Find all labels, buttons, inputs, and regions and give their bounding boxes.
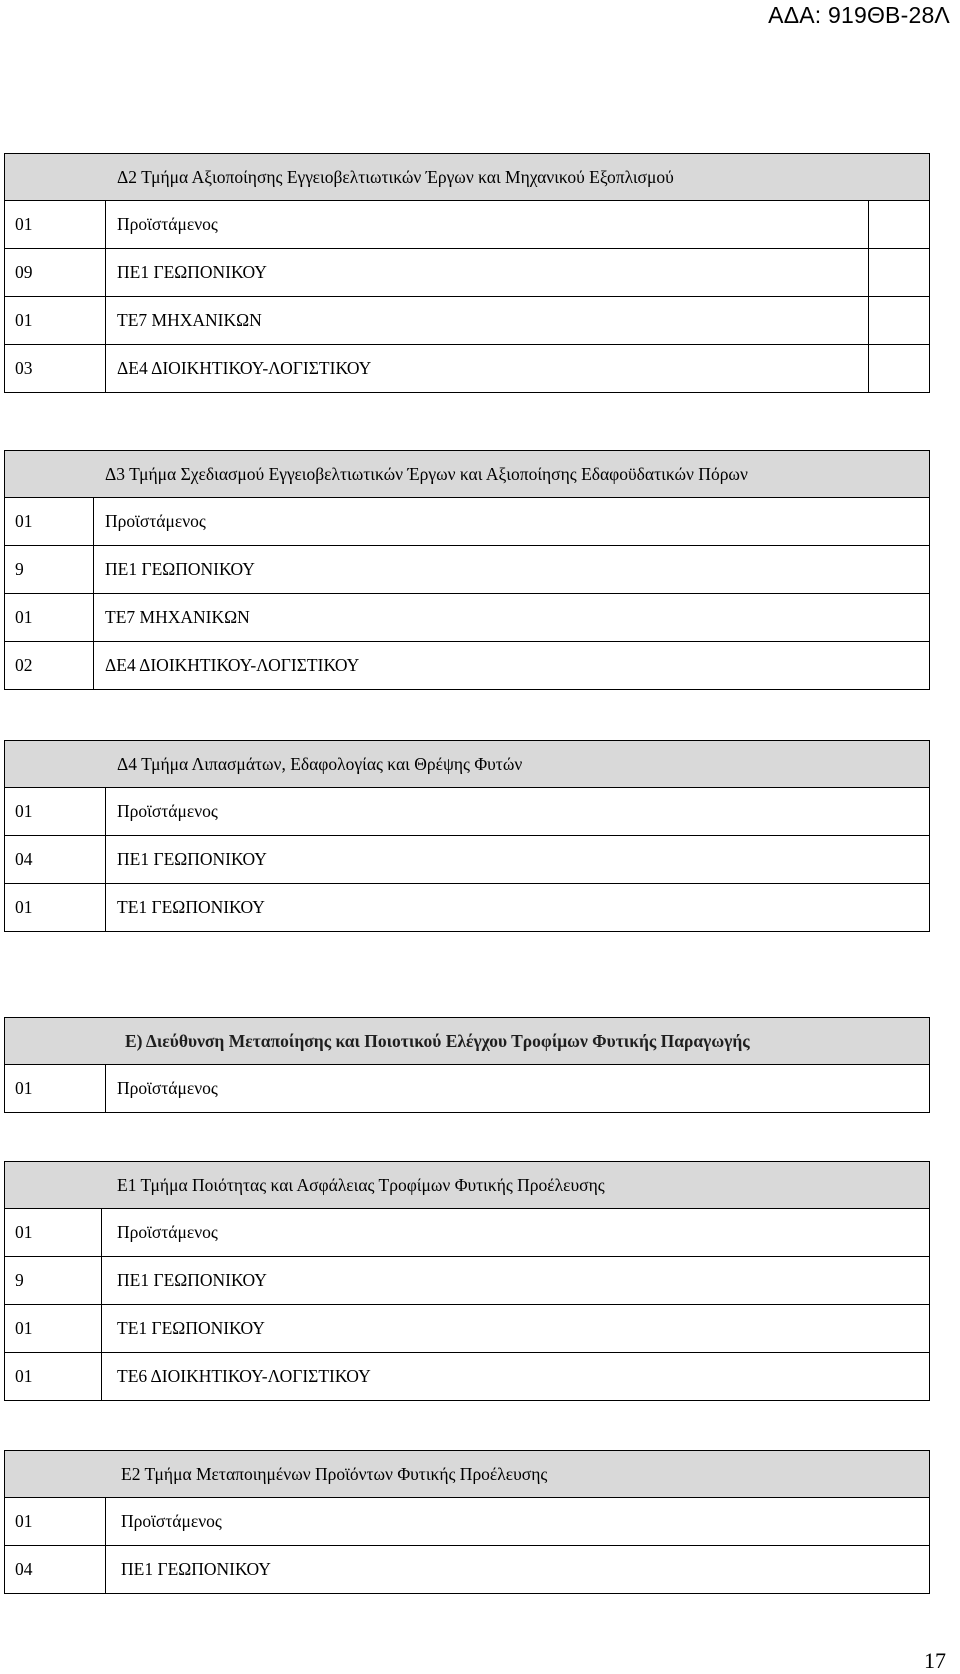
row-name: Προϊστάμενος [105, 511, 206, 531]
table-row [4, 546, 930, 594]
section-e2 [4, 1450, 930, 1594]
section-e1 [4, 1161, 930, 1401]
row-code: 01 [15, 1318, 33, 1338]
row-name: ΠΕ1 ΓΕΩΠΟΝΙΚΟΥ [105, 559, 255, 579]
row-code: 03 [15, 358, 33, 378]
table-row [4, 1498, 930, 1546]
row-name: Προϊστάμενος [117, 214, 218, 234]
row-code: 01 [15, 1511, 33, 1531]
section-e-directorate [4, 1017, 930, 1113]
row-name: Προϊστάμενος [121, 1511, 222, 1531]
section-title: Ε2 Τμήμα Μεταποιημένων Προϊόντων Φυτικής Προέλευσης [121, 1463, 548, 1484]
table-row [4, 498, 930, 546]
table-row [4, 345, 930, 393]
row-name: ΤΕ7 ΜΗΧΑΝΙΚΩΝ [105, 607, 250, 627]
section-header [4, 153, 930, 201]
table-row [4, 249, 930, 297]
row-code: 9 [15, 1270, 24, 1290]
row-code: 09 [15, 262, 33, 282]
table-row [4, 642, 930, 690]
table-row [4, 1305, 930, 1353]
row-name: ΠΕ1 ΓΕΩΠΟΝΙΚΟΥ [117, 1270, 267, 1290]
table-row [4, 297, 930, 345]
row-name: ΤΕ1 ΓΕΩΠΟΝΙΚΟΥ [117, 897, 265, 917]
row-name: ΠΕ1 ΓΕΩΠΟΝΙΚΟΥ [117, 262, 267, 282]
row-code: 01 [15, 897, 33, 917]
table-row [4, 201, 930, 249]
row-name: ΠΕ1 ΓΕΩΠΟΝΙΚΟΥ [121, 1559, 271, 1579]
row-code: 01 [15, 1078, 33, 1098]
table-row [4, 884, 930, 932]
ada-code: ΑΔΑ: 919ΘΒ-28Λ [768, 2, 950, 28]
row-code: 01 [15, 511, 33, 531]
row-name: Προϊστάμενος [117, 1222, 218, 1242]
table-row [4, 594, 930, 642]
row-name: ΤΕ6 ΔΙΟΙΚΗΤΙΚΟΥ-ΛΟΓΙΣΤΙΚΟΥ [117, 1366, 371, 1386]
section-title: Δ4 Τμήμα Λιπασμάτων, Εδαφολογίας και Θρέψης Φυτών [117, 753, 523, 774]
row-code: 01 [15, 801, 33, 821]
row-code: 01 [15, 310, 33, 330]
section-header [4, 1017, 930, 1065]
row-code: 9 [15, 559, 24, 579]
row-code: 02 [15, 655, 33, 675]
row-code: 01 [15, 1366, 33, 1386]
table-row [4, 1065, 930, 1113]
table-row [4, 1257, 930, 1305]
row-name: ΤΕ7 ΜΗΧΑΝΙΚΩΝ [117, 310, 262, 330]
row-code: 01 [15, 1222, 33, 1242]
section-header [4, 450, 930, 498]
section-title: Ε) Διεύθυνση Μεταποίησης και Ποιοτικού Ελέγχου Τροφίμων Φυτικής Παραγωγής [125, 1030, 750, 1051]
row-code: 04 [15, 1559, 33, 1579]
section-header [4, 1450, 930, 1498]
row-name: ΔΕ4 ΔΙΟΙΚΗΤΙΚΟΥ-ΛΟΓΙΣΤΙΚΟΥ [117, 358, 372, 378]
page-number: 17 [924, 1648, 946, 1673]
section-header [4, 740, 930, 788]
table-row [4, 836, 930, 884]
row-name: ΔΕ4 ΔΙΟΙΚΗΤΙΚΟΥ-ΛΟΓΙΣΤΙΚΟΥ [105, 655, 360, 675]
section-d4 [4, 740, 930, 932]
row-code: 01 [15, 214, 33, 234]
section-title: Δ2 Τμήμα Αξιοποίησης Εγγειοβελτιωτικών Έργων και Μηχανικού Εξοπλισμού [117, 166, 674, 187]
section-title: Ε1 Τμήμα Ποιότητας και Ασφάλειας Τροφίμων Φυτικής Προέλευσης [117, 1174, 605, 1195]
section-d3 [4, 450, 930, 690]
row-code: 01 [15, 607, 33, 627]
table-row [4, 788, 930, 836]
row-code: 04 [15, 849, 33, 869]
table-row [4, 1209, 930, 1257]
row-name: Προϊστάμενος [117, 801, 218, 821]
table-row [4, 1546, 930, 1594]
section-header [4, 1161, 930, 1209]
section-d2 [4, 153, 930, 393]
row-name: ΤΕ1 ΓΕΩΠΟΝΙΚΟΥ [117, 1318, 265, 1338]
row-name: Προϊστάμενος [117, 1078, 218, 1098]
row-name: ΠΕ1 ΓΕΩΠΟΝΙΚΟΥ [117, 849, 267, 869]
section-title: Δ3 Τμήμα Σχεδιασμού Εγγειοβελτιωτικών Έργων και Αξιοποίησης Εδαφοϋδατικών Πόρων [105, 463, 748, 484]
table-row [4, 1353, 930, 1401]
